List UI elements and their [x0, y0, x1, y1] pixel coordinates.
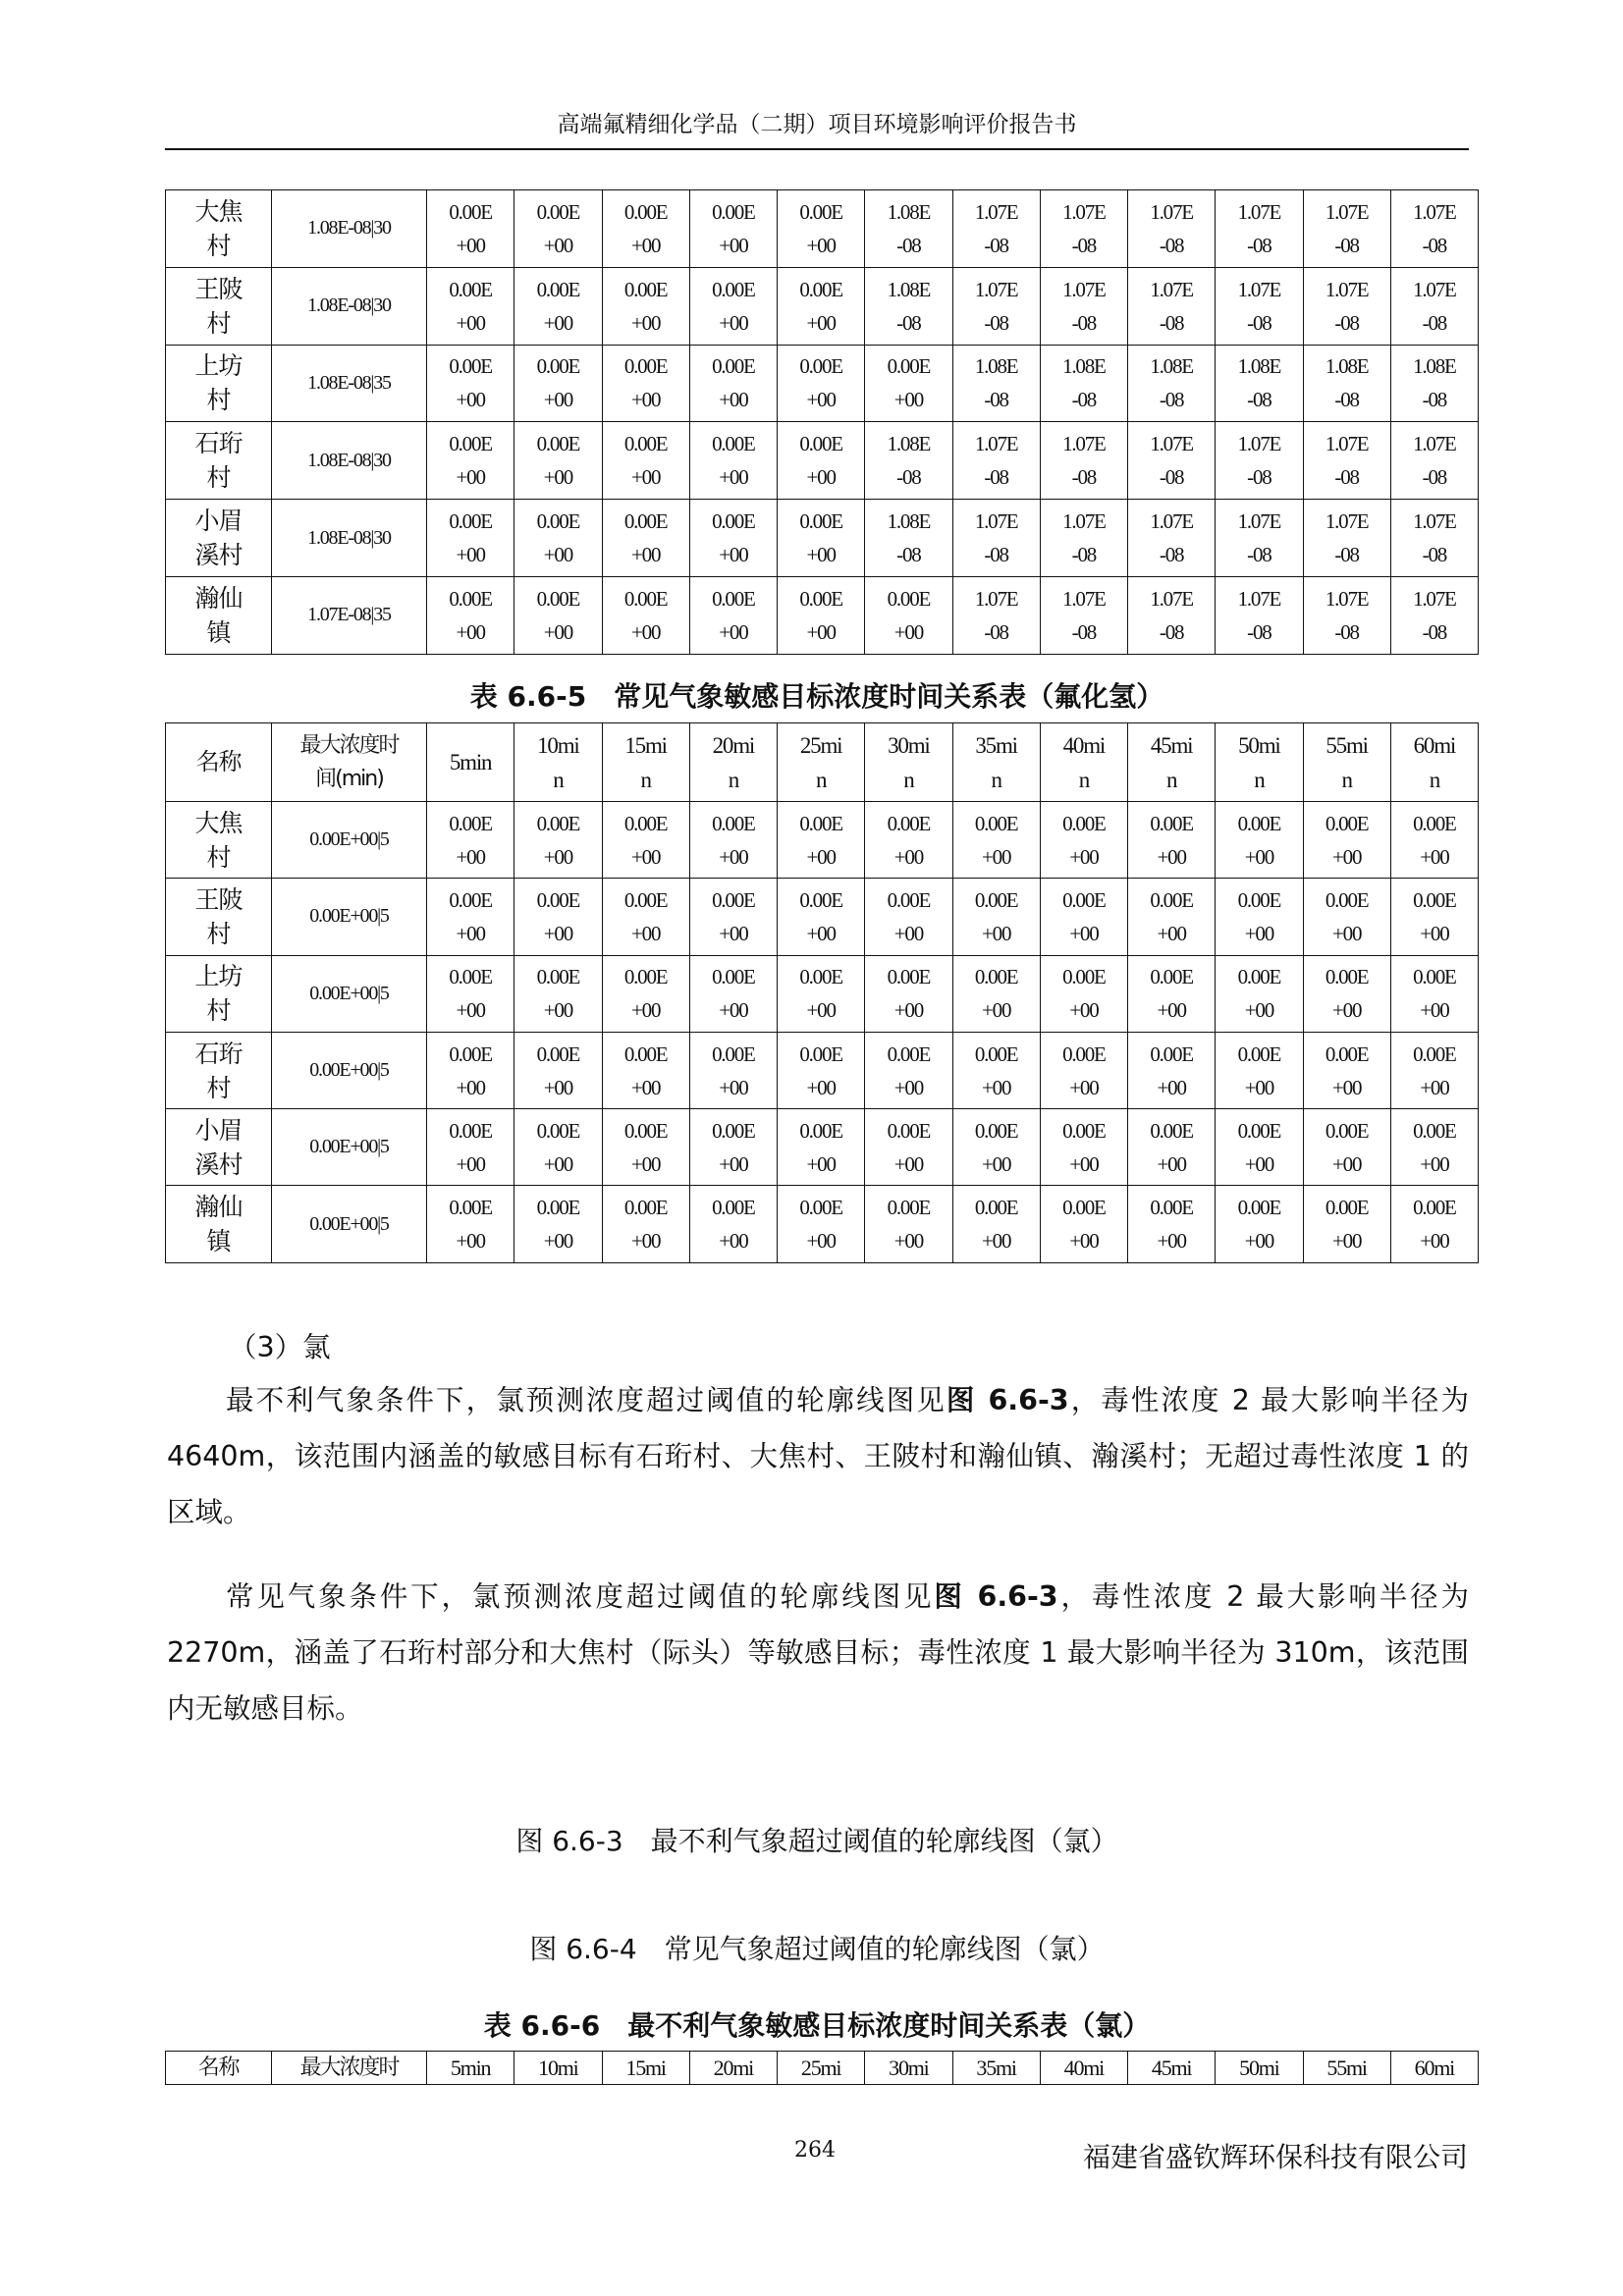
- concentration-cell: 0.00E +00: [1128, 1109, 1216, 1186]
- concentration-cell: 0.00E +00: [865, 802, 952, 879]
- target-name-cell: 小眉 溪村: [166, 1109, 272, 1186]
- concentration-cell: 1.07E -08: [1303, 500, 1390, 577]
- concentration-cell: 0.00E +00: [1128, 802, 1216, 879]
- concentration-cell: 0.00E +00: [1303, 955, 1390, 1032]
- hf-unfavorable-table-continued: [165, 189, 1479, 655]
- table-row: [166, 576, 1479, 654]
- header-name: 名称: [166, 723, 272, 802]
- concentration-cell: 0.00E +00: [865, 345, 952, 422]
- figure-caption-6-6-4: 图 6.6-4 常见气象超过阈值的轮廓线图（氯）: [529, 1933, 1105, 1965]
- header-time-column: 25mi n: [778, 723, 865, 802]
- header-time-column: 55mi: [1303, 2052, 1390, 2085]
- header-time-column: 40mi: [1040, 2052, 1127, 2085]
- max-concentration-cell: 0.00E+00|5: [272, 879, 427, 955]
- concentration-cell: 0.00E +00: [427, 267, 514, 345]
- max-concentration-cell: 0.00E+00|5: [272, 955, 427, 1032]
- concentration-cell: 0.00E +00: [1040, 1032, 1127, 1108]
- concentration-cell: 0.00E +00: [514, 1032, 602, 1108]
- concentration-cell: 1.07E -08: [1303, 267, 1390, 345]
- concentration-cell: 0.00E +00: [952, 955, 1040, 1032]
- para2-text-b: ，毒性浓度 2 最大影响半径为 2270m，涵盖了石珩村部分和大焦村（际头）等敏感目标；毒性浓度 1 最大影响半径为 310m，该范围内无敏感目标。: [167, 1580, 1469, 1725]
- concentration-cell: 0.00E +00: [1303, 802, 1390, 879]
- concentration-cell: 0.00E +00: [778, 500, 865, 577]
- concentration-cell: 0.00E +00: [514, 879, 602, 955]
- concentration-cell: 0.00E +00: [1390, 802, 1478, 879]
- concentration-cell: 1.07E -08: [1216, 422, 1303, 500]
- header-time-column: 15mi n: [602, 723, 689, 802]
- table-row: [166, 500, 1479, 577]
- concentration-cell: 0.00E +00: [427, 190, 514, 268]
- table-row: [166, 422, 1479, 500]
- table-row: [166, 190, 1479, 268]
- concentration-cell: 1.07E -08: [1040, 576, 1127, 654]
- concentration-cell: 0.00E +00: [1040, 879, 1127, 955]
- company-name: 福建省盛钦辉环保科技有限公司: [1082, 2141, 1468, 2173]
- paragraph-common: [167, 1569, 1469, 1736]
- concentration-cell: 0.00E +00: [514, 345, 602, 422]
- header-time-column: 5min: [427, 2052, 514, 2085]
- concentration-cell: 0.00E +00: [1128, 1032, 1216, 1108]
- concentration-cell: 0.00E +00: [514, 422, 602, 500]
- concentration-cell: 1.07E -08: [1040, 190, 1127, 268]
- concentration-cell: 1.08E -08: [1128, 345, 1216, 422]
- concentration-cell: 1.07E -08: [1390, 422, 1478, 500]
- target-name-cell: 大焦 村: [166, 802, 272, 879]
- table-row: [166, 345, 1479, 422]
- target-name-cell: 小眉 溪村: [166, 500, 272, 577]
- header-time-column: 55mi n: [1303, 723, 1390, 802]
- target-name-cell: 石珩 村: [166, 1032, 272, 1108]
- concentration-cell: 0.00E +00: [427, 422, 514, 500]
- concentration-cell: 0.00E +00: [1040, 1186, 1127, 1262]
- concentration-cell: 1.07E -08: [1040, 500, 1127, 577]
- para2-text-a: 常见气象条件下，氯预测浓度超过阈值的轮廓线图见: [226, 1580, 935, 1613]
- concentration-cell: 0.00E +00: [689, 1109, 777, 1186]
- concentration-cell: 1.08E -08: [865, 500, 952, 577]
- concentration-cell: 0.00E +00: [514, 576, 602, 654]
- concentration-cell: 0.00E +00: [778, 576, 865, 654]
- hf-common-table: [165, 722, 1479, 1263]
- concentration-cell: 0.00E +00: [689, 190, 777, 268]
- concentration-cell: 0.00E +00: [778, 1186, 865, 1262]
- concentration-cell: 0.00E +00: [689, 955, 777, 1032]
- concentration-cell: 0.00E +00: [1390, 1109, 1478, 1186]
- header-name: 名称: [166, 2052, 272, 2085]
- target-name-cell: 瀚仙 镇: [166, 576, 272, 654]
- concentration-cell: 0.00E +00: [1390, 1186, 1478, 1262]
- max-concentration-cell: 0.00E+00|5: [272, 802, 427, 879]
- header-time-column: 40mi n: [1040, 723, 1127, 802]
- concentration-cell: 0.00E +00: [1303, 1032, 1390, 1108]
- concentration-cell: 0.00E +00: [1128, 879, 1216, 955]
- concentration-cell: 0.00E +00: [778, 422, 865, 500]
- concentration-cell: 0.00E +00: [427, 1186, 514, 1262]
- concentration-cell: 1.07E -08: [952, 267, 1040, 345]
- concentration-cell: 0.00E +00: [427, 802, 514, 879]
- header-time-column: 60mi: [1390, 2052, 1478, 2085]
- concentration-cell: 0.00E +00: [514, 802, 602, 879]
- max-concentration-cell: 1.07E-08|35: [272, 576, 427, 654]
- concentration-cell: 0.00E +00: [1390, 955, 1478, 1032]
- concentration-cell: 0.00E +00: [1390, 1032, 1478, 1108]
- table-row: [166, 1032, 1479, 1108]
- concentration-cell: 1.07E -08: [952, 422, 1040, 500]
- concentration-cell: 1.08E -08: [1040, 345, 1127, 422]
- concentration-cell: 0.00E +00: [689, 267, 777, 345]
- concentration-cell: 0.00E +00: [602, 267, 689, 345]
- table-caption-6-6-6: 表 6.6-6 最不利气象敏感目标浓度时间关系表（氯）: [483, 2009, 1151, 2042]
- concentration-cell: 0.00E +00: [689, 802, 777, 879]
- header-time-column: 30mi: [865, 2052, 952, 2085]
- target-name-cell: 上坊 村: [166, 345, 272, 422]
- para1-text-b: ，毒性浓度 2 最大影响半径为 4640m，该范围内涵盖的敏感目标有石珩村、大焦村、王陂村和瀚仙镇、瀚溪村；无超过毒性浓度 1 的区域。: [167, 1384, 1469, 1528]
- concentration-cell: 0.00E +00: [778, 879, 865, 955]
- table-row: [166, 879, 1479, 955]
- table-row: [166, 1109, 1479, 1186]
- concentration-cell: 0.00E +00: [427, 955, 514, 1032]
- concentration-cell: 1.07E -08: [1216, 500, 1303, 577]
- concentration-cell: 0.00E +00: [1128, 1186, 1216, 1262]
- concentration-cell: 1.08E -08: [1303, 345, 1390, 422]
- para1-text-a: 最不利气象条件下，氯预测浓度超过阈值的轮廓线图见: [226, 1384, 947, 1416]
- max-concentration-cell: 1.08E-08|30: [272, 267, 427, 345]
- header-time-column: 45mi: [1128, 2052, 1216, 2085]
- concentration-cell: 0.00E +00: [689, 1186, 777, 1262]
- concentration-cell: 0.00E +00: [514, 190, 602, 268]
- concentration-cell: 1.07E -08: [1390, 267, 1478, 345]
- concentration-cell: 0.00E +00: [865, 955, 952, 1032]
- header-divider: [165, 148, 1469, 150]
- concentration-cell: 0.00E +00: [1040, 1109, 1127, 1186]
- concentration-cell: 1.08E -08: [865, 267, 952, 345]
- concentration-cell: 0.00E +00: [952, 1109, 1040, 1186]
- concentration-cell: 1.07E -08: [1040, 267, 1127, 345]
- max-concentration-cell: 0.00E+00|5: [272, 1032, 427, 1108]
- concentration-cell: 0.00E +00: [602, 500, 689, 577]
- concentration-cell: 1.08E -08: [865, 422, 952, 500]
- target-name-cell: 石珩 村: [166, 422, 272, 500]
- concentration-cell: 1.07E -08: [952, 500, 1040, 577]
- concentration-cell: 0.00E +00: [427, 500, 514, 577]
- concentration-cell: 1.07E -08: [1303, 190, 1390, 268]
- concentration-cell: 1.08E -08: [1390, 345, 1478, 422]
- concentration-cell: 0.00E +00: [865, 879, 952, 955]
- concentration-cell: 0.00E +00: [1390, 879, 1478, 955]
- concentration-cell: 1.07E -08: [1216, 267, 1303, 345]
- header-max-time: 最大浓度时: [272, 2052, 427, 2085]
- header-time-column: 60mi n: [1390, 723, 1478, 802]
- concentration-cell: 0.00E +00: [778, 267, 865, 345]
- header-time-column: 10mi n: [514, 723, 602, 802]
- concentration-cell: 1.07E -08: [1303, 422, 1390, 500]
- concentration-cell: 0.00E +00: [865, 1109, 952, 1186]
- max-concentration-cell: 1.08E-08|30: [272, 422, 427, 500]
- header-time-column: 35mi n: [952, 723, 1040, 802]
- concentration-cell: 1.08E -08: [952, 345, 1040, 422]
- header-time-column: 20mi n: [689, 723, 777, 802]
- concentration-cell: 1.07E -08: [1040, 422, 1127, 500]
- concentration-cell: 0.00E +00: [778, 955, 865, 1032]
- concentration-cell: 0.00E +00: [689, 345, 777, 422]
- concentration-cell: 0.00E +00: [602, 955, 689, 1032]
- concentration-cell: 0.00E +00: [514, 1186, 602, 1262]
- concentration-cell: 0.00E +00: [514, 955, 602, 1032]
- concentration-cell: 0.00E +00: [689, 422, 777, 500]
- header-time-column: 5min: [427, 723, 514, 802]
- concentration-cell: 0.00E +00: [1216, 802, 1303, 879]
- concentration-cell: 0.00E +00: [778, 345, 865, 422]
- page-header-title: 高端氟精细化学品（二期）项目环境影响评价报告书: [557, 112, 1077, 137]
- concentration-cell: 0.00E +00: [427, 576, 514, 654]
- header-time-column: 25mi: [778, 2052, 865, 2085]
- target-name-cell: 上坊 村: [166, 955, 272, 1032]
- table-header-row: [166, 723, 1479, 802]
- concentration-cell: 0.00E +00: [602, 190, 689, 268]
- table-row: [166, 955, 1479, 1032]
- concentration-cell: 0.00E +00: [1040, 802, 1127, 879]
- concentration-cell: 1.07E -08: [952, 190, 1040, 268]
- concentration-cell: 1.07E -08: [1303, 576, 1390, 654]
- concentration-cell: 0.00E +00: [514, 1109, 602, 1186]
- header-time-column: 15mi: [602, 2052, 689, 2085]
- header-time-column: 50mi: [1216, 2052, 1303, 2085]
- para1-figure-ref: 图 6.6-3: [946, 1384, 1069, 1416]
- concentration-cell: 0.00E +00: [427, 879, 514, 955]
- concentration-cell: 0.00E +00: [427, 345, 514, 422]
- concentration-cell: 0.00E +00: [1216, 1186, 1303, 1262]
- concentration-cell: 0.00E +00: [865, 1032, 952, 1108]
- section-heading-chlorine: （3）氯: [229, 1331, 331, 1363]
- concentration-cell: 1.07E -08: [1390, 190, 1478, 268]
- target-name-cell: 王陂 村: [166, 267, 272, 345]
- concentration-cell: 0.00E +00: [1303, 1109, 1390, 1186]
- header-time-column: 10mi: [514, 2052, 602, 2085]
- concentration-cell: 0.00E +00: [1216, 955, 1303, 1032]
- concentration-cell: 0.00E +00: [427, 1109, 514, 1186]
- concentration-cell: 0.00E +00: [952, 1186, 1040, 1262]
- concentration-cell: 1.07E -08: [1216, 190, 1303, 268]
- max-concentration-cell: 1.08E-08|35: [272, 345, 427, 422]
- concentration-cell: 0.00E +00: [952, 879, 1040, 955]
- concentration-cell: 0.00E +00: [1216, 879, 1303, 955]
- target-name-cell: 王陂 村: [166, 879, 272, 955]
- table-row: [166, 802, 1479, 879]
- concentration-cell: 0.00E +00: [865, 576, 952, 654]
- concentration-cell: 0.00E +00: [1128, 955, 1216, 1032]
- concentration-cell: 0.00E +00: [689, 1032, 777, 1108]
- table-header-row: [166, 2052, 1479, 2085]
- concentration-cell: 1.07E -08: [1390, 500, 1478, 577]
- concentration-cell: 0.00E +00: [778, 190, 865, 268]
- concentration-cell: 0.00E +00: [952, 1032, 1040, 1108]
- concentration-cell: 0.00E +00: [778, 1109, 865, 1186]
- table-row: [166, 1186, 1479, 1262]
- target-name-cell: 大焦 村: [166, 190, 272, 268]
- concentration-cell: 0.00E +00: [689, 879, 777, 955]
- header-time-column: 45mi n: [1128, 723, 1216, 802]
- concentration-cell: 0.00E +00: [602, 879, 689, 955]
- concentration-cell: 0.00E +00: [602, 576, 689, 654]
- concentration-cell: 0.00E +00: [602, 345, 689, 422]
- concentration-cell: 0.00E +00: [689, 576, 777, 654]
- concentration-cell: 0.00E +00: [514, 267, 602, 345]
- max-concentration-cell: 0.00E+00|5: [272, 1109, 427, 1186]
- concentration-cell: 0.00E +00: [514, 500, 602, 577]
- table-caption-6-6-5: 表 6.6-5 常见气象敏感目标浓度时间关系表（氟化氢）: [469, 680, 1164, 713]
- header-time-column: 50mi n: [1216, 723, 1303, 802]
- concentration-cell: 0.00E +00: [602, 1109, 689, 1186]
- header-time-column: 30mi n: [865, 723, 952, 802]
- figure-caption-6-6-3: 图 6.6-3 最不利气象超过阈值的轮廓线图（氯）: [515, 1825, 1118, 1857]
- concentration-cell: 1.07E -08: [1128, 576, 1216, 654]
- concentration-cell: 0.00E +00: [1303, 1186, 1390, 1262]
- chlorine-unfavorable-table: [165, 2051, 1479, 2085]
- concentration-cell: 1.07E -08: [952, 576, 1040, 654]
- max-concentration-cell: 0.00E+00|5: [272, 1186, 427, 1262]
- concentration-cell: 0.00E +00: [1303, 879, 1390, 955]
- concentration-cell: 0.00E +00: [427, 1032, 514, 1108]
- concentration-cell: 1.07E -08: [1128, 190, 1216, 268]
- max-concentration-cell: 1.08E-08|30: [272, 190, 427, 268]
- concentration-cell: 0.00E +00: [952, 802, 1040, 879]
- max-concentration-cell: 1.08E-08|30: [272, 500, 427, 577]
- concentration-cell: 1.07E -08: [1216, 576, 1303, 654]
- concentration-cell: 0.00E +00: [602, 1186, 689, 1262]
- concentration-cell: 0.00E +00: [602, 1032, 689, 1108]
- concentration-cell: 1.08E -08: [1216, 345, 1303, 422]
- concentration-cell: 0.00E +00: [602, 422, 689, 500]
- target-name-cell: 瀚仙 镇: [166, 1186, 272, 1262]
- concentration-cell: 1.07E -08: [1128, 267, 1216, 345]
- concentration-cell: 1.07E -08: [1390, 576, 1478, 654]
- concentration-cell: 0.00E +00: [1040, 955, 1127, 1032]
- page-number: 264: [794, 2138, 836, 2163]
- header-time-column: 20mi: [689, 2052, 777, 2085]
- concentration-cell: 0.00E +00: [602, 802, 689, 879]
- table-row: [166, 267, 1479, 345]
- para2-figure-ref: 图 6.6-3: [934, 1580, 1058, 1613]
- header-time-column: 35mi: [952, 2052, 1040, 2085]
- concentration-cell: 0.00E +00: [1216, 1032, 1303, 1108]
- concentration-cell: 0.00E +00: [865, 1186, 952, 1262]
- concentration-cell: 1.07E -08: [1128, 422, 1216, 500]
- concentration-cell: 0.00E +00: [689, 500, 777, 577]
- paragraph-unfavorable: [167, 1372, 1469, 1540]
- header-max-time: 最大浓度时 间(min): [272, 723, 427, 802]
- concentration-cell: 1.08E -08: [865, 190, 952, 268]
- concentration-cell: 0.00E +00: [778, 1032, 865, 1108]
- concentration-cell: 0.00E +00: [1216, 1109, 1303, 1186]
- concentration-cell: 1.07E -08: [1128, 500, 1216, 577]
- concentration-cell: 0.00E +00: [778, 802, 865, 879]
